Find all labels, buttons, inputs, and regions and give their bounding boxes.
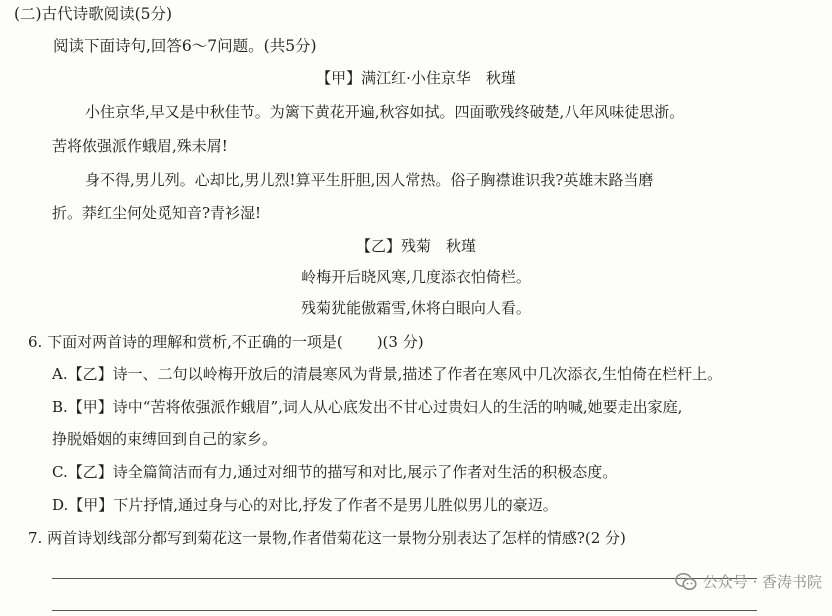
poem-a-line: 小住京华,早又是中秋佳节。为篱下黄花开遍,秋容如拭。四面歌残终破楚,八年风味徒思浙。 xyxy=(85,103,685,121)
question-6-score: )(3 分) xyxy=(376,333,424,351)
option-b-continued: 挣脱婚姻的束缚回到自己的家乡。 xyxy=(52,430,278,448)
watermark-text: 公众号 · 香涛书院 xyxy=(702,573,822,591)
option-c: C.【乙】诗全篇简洁而有力,通过对细节的描写和对比,展示了作者对生活的积极态度。 xyxy=(52,463,618,481)
question-7-stem: 7. 两首诗划线部分都写到菊花这一景物,作者借菊花这一景物分别表达了怎样的情感?(2 分) xyxy=(28,529,626,547)
option-d: D.【甲】下片抒情,通过身与心的对比,抒发了作者不是男儿胜似男儿的豪迈。 xyxy=(52,496,558,514)
answer-line[interactable] xyxy=(52,578,757,579)
instruction: 阅读下面诗句,回答6～7问题。(共5分) xyxy=(53,37,317,55)
wechat-icon xyxy=(675,572,697,592)
option-a: A.【乙】诗一、二句以岭梅开放后的清晨寒风为背景,描述了作者在寒风中几次添衣,生怕倚在栏杆上。 xyxy=(52,365,723,383)
poem-a-title: 【甲】满江红·小住京华 秋瑾 xyxy=(316,69,516,87)
question-6-stem xyxy=(28,331,424,353)
section-title: (二)古代诗歌阅读(5分) xyxy=(14,5,173,23)
poem-a-line: 身不得,男儿列。心却比,男儿烈!算平生肝胆,因人常热。俗子胸襟谁识我?英雄末路当磨 xyxy=(85,171,654,189)
poem-b-title: 【乙】残菊 秋瑾 xyxy=(355,237,476,255)
question-6-stem-text: 6. 下面对两首诗的理解和赏析,不正确的一项是( xyxy=(28,333,343,351)
watermark xyxy=(675,571,822,592)
poem-b-line: 残菊犹能傲霜雪,休将白眼向人看。 xyxy=(301,299,531,317)
poem-a-line: 折。莽红尘何处觅知音?青衫湿! xyxy=(52,204,262,222)
poem-b-line: 岭梅开后晓风寒,几度添衣怕倚栏。 xyxy=(301,268,531,286)
poem-a-line: 苦将侬强派作蛾眉,殊未屑! xyxy=(52,137,228,155)
option-b: B.【甲】诗中“苦将侬强派作蛾眉”,词人从心底发出不甘心过贵妇人的生活的呐喊,她要走出家庭, xyxy=(52,398,683,416)
answer-line[interactable] xyxy=(52,610,757,611)
